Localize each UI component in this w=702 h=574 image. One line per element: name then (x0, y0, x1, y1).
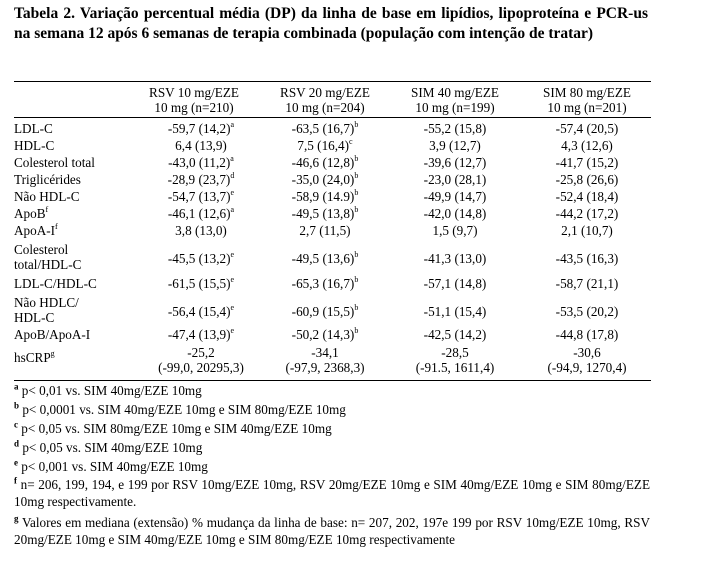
table-cell: -54,7 $(13,7)^e$ (167, 187, 235, 204)
table-cell: -59,7 $(14,2)^a$ (167, 119, 235, 136)
footnote: $^e$ p< 0,001 vs. SIM 40mg/EZE 10mg (14, 457, 208, 474)
table-cell: -41,7 (15,2) (555, 155, 619, 170)
table-cell: -30,6 (-94,9, 1270,4) (547, 345, 627, 375)
column-header-line1: RSV 20 mg/EZE (280, 85, 370, 100)
table-cell: -23,0 (28,1) (423, 172, 487, 187)
footnote: $^g$ Valores em mediana (extensão) % mudança da linha de base: n= 207, 202, 197e 199 por RSV 10mg/EZE 10mg, RSV 20mg/EZE 10mg e SIM 40mg/EZE 10mg e SIM 80mg/EZE 10mg respectivamente (14, 513, 650, 547)
row-label: Não HDL-C (14, 189, 80, 204)
column-header-line1: RSV 10 mg/EZE (149, 85, 239, 100)
table-cell: 3,9 (12,7) (429, 138, 481, 153)
column-header-line1: SIM 40 mg/EZE (411, 85, 499, 100)
row-label: ApoB$^f$ (14, 204, 49, 221)
table-cell: -53,5 (20,2) (555, 304, 619, 319)
table-header-rule (14, 117, 651, 118)
table-cell: -44,8 (17,8) (555, 327, 619, 342)
row-label: Colesterol total (14, 155, 95, 170)
table-cell: -41,3 (13,0) (423, 251, 487, 266)
table-cell: -47,4 $(13,9)^e$ (167, 325, 235, 342)
row-label: Colesterol total/HDL-C (14, 242, 82, 272)
column-header-rsv20 (280, 85, 370, 115)
column-header-line2: 10 mg (n=199) (415, 100, 495, 115)
column-header-line2: 10 mg (n=210) (154, 100, 234, 115)
footnote: $^f$ n= 206, 199, 194, e 199 por RSV 10mg/EZE 10mg, RSV 20mg/EZE 10mg e SIM 40mg/EZE 10mg e SIM 80mg/EZE 10mg respectivamente. (14, 475, 650, 509)
footnote: $^c$ p< 0,05 vs. SIM 80mg/EZE 10mg e SIM 40mg/EZE 10mg (14, 419, 332, 436)
table-cell: -42,5 (14,2) (423, 327, 487, 342)
table-cell: -49,5 $(13,8)^b$ (291, 204, 359, 221)
table-cell: -28,5 (-91.5, 1611,4) (415, 345, 495, 375)
row-label: ApoA-$I^f$ (14, 221, 58, 238)
table-bottom-rule (14, 380, 651, 381)
table-cell: -39,6 (12,7) (423, 155, 487, 170)
table-cell: -43,0 $(11,2)^a$ (168, 153, 234, 170)
footnote: $^d$ p< 0,05 vs. SIM 40mg/EZE 10mg (14, 438, 203, 455)
table-cell: -65,3 $(16,7)^b$ (291, 274, 359, 291)
column-header-line2: 10 mg (n=201) (547, 100, 627, 115)
column-header-sim80 (543, 85, 631, 115)
table-cell: -28,9 $(23,7)^d$ (167, 170, 235, 187)
table-cell: 1,5 (9,7) (432, 223, 478, 238)
column-header-rsv10 (149, 85, 239, 115)
table-cell: -58,7 (21,1) (555, 276, 619, 291)
footnote: $^a$ p< 0,01 vs. SIM 40mg/EZE 10mg (14, 381, 202, 398)
column-header-line1: SIM 80 mg/EZE (543, 85, 631, 100)
table-cell: -60,9 $(15,5)^b$ (291, 302, 359, 319)
table-cell: -25,8 (26,6) (555, 172, 619, 187)
column-header-sim40 (411, 85, 499, 115)
table-cell: -50,2 $(14,3)^b$ (291, 325, 359, 342)
row-label: LDL-C (14, 121, 53, 136)
table-cell: 7,5 $(16,4)^c$ (297, 136, 353, 153)
table-cell: -42,0 (14,8) (423, 206, 487, 221)
table-cell: -43,5 (16,3) (555, 251, 619, 266)
table-cell: 4,3 (12,6) (561, 138, 613, 153)
table-cell: -57,1 (14,8) (423, 276, 487, 291)
row-label: hsCRP$^g$ (14, 348, 55, 365)
table-cell: -57,4 (20,5) (555, 121, 619, 136)
table-cell: -55,2 (15,8) (423, 121, 487, 136)
row-label: ApoB/ApoA-I (14, 327, 91, 342)
row-label: LDL-C/HDL-C (14, 276, 97, 291)
table-cell: -49,5 $(13,6)^b$ (291, 249, 359, 266)
table-cell: -49,9 (14,7) (423, 189, 487, 204)
table-cell: -51,1 (15,4) (423, 304, 487, 319)
table-cell: -35,0 $(24,0)^b$ (291, 170, 359, 187)
table-cell: -52,4 (18,4) (555, 189, 619, 204)
row-label: Não HDLC/ HDL-C (14, 295, 79, 325)
table-cell: -25,2 (-99,0, 20295,3) (158, 345, 244, 375)
column-header-line2: 10 mg (n=204) (285, 100, 365, 115)
table-cell: -58,9 $(14.9)^b$ (291, 187, 359, 204)
table-title: Tabela 2. Variação percentual média (DP) da linha de base em lipídios, lipoproteína e PCR-us na semana 12 após 6 semanas de terapia combinada (população com intenção de tratar) (14, 5, 648, 42)
table-cell: -61,5 $(15,5)^e$ (167, 274, 235, 291)
row-label: Triglicérides (14, 172, 81, 187)
table-cell: -63,5 $(16,7)^b$ (291, 119, 359, 136)
table-cell: 2,7 (11,5) (299, 223, 351, 238)
table-cell: -46,1 $(12,6)^a$ (167, 204, 235, 221)
table-cell: -56,4 $(15,4)^e$ (167, 302, 235, 319)
table-cell: -44,2 (17,2) (555, 206, 619, 221)
table-cell: -45,5 $(13,2)^e$ (167, 249, 235, 266)
footnote: $^b$ p< 0,0001 vs. SIM 40mg/EZE 10mg e SIM 80mg/EZE 10mg (14, 400, 346, 417)
table-cell: 6,4 (13,9) (175, 138, 227, 153)
row-label: HDL-C (14, 138, 55, 153)
table-cell: -46,6 $(12,8)^b$ (291, 153, 359, 170)
table-cell: -34,1 (-97,9, 2368,3) (285, 345, 365, 375)
table-top-rule (14, 81, 651, 82)
table-cell: 2,1 (10,7) (561, 223, 613, 238)
table-cell: 3,8 (13,0) (175, 223, 227, 238)
